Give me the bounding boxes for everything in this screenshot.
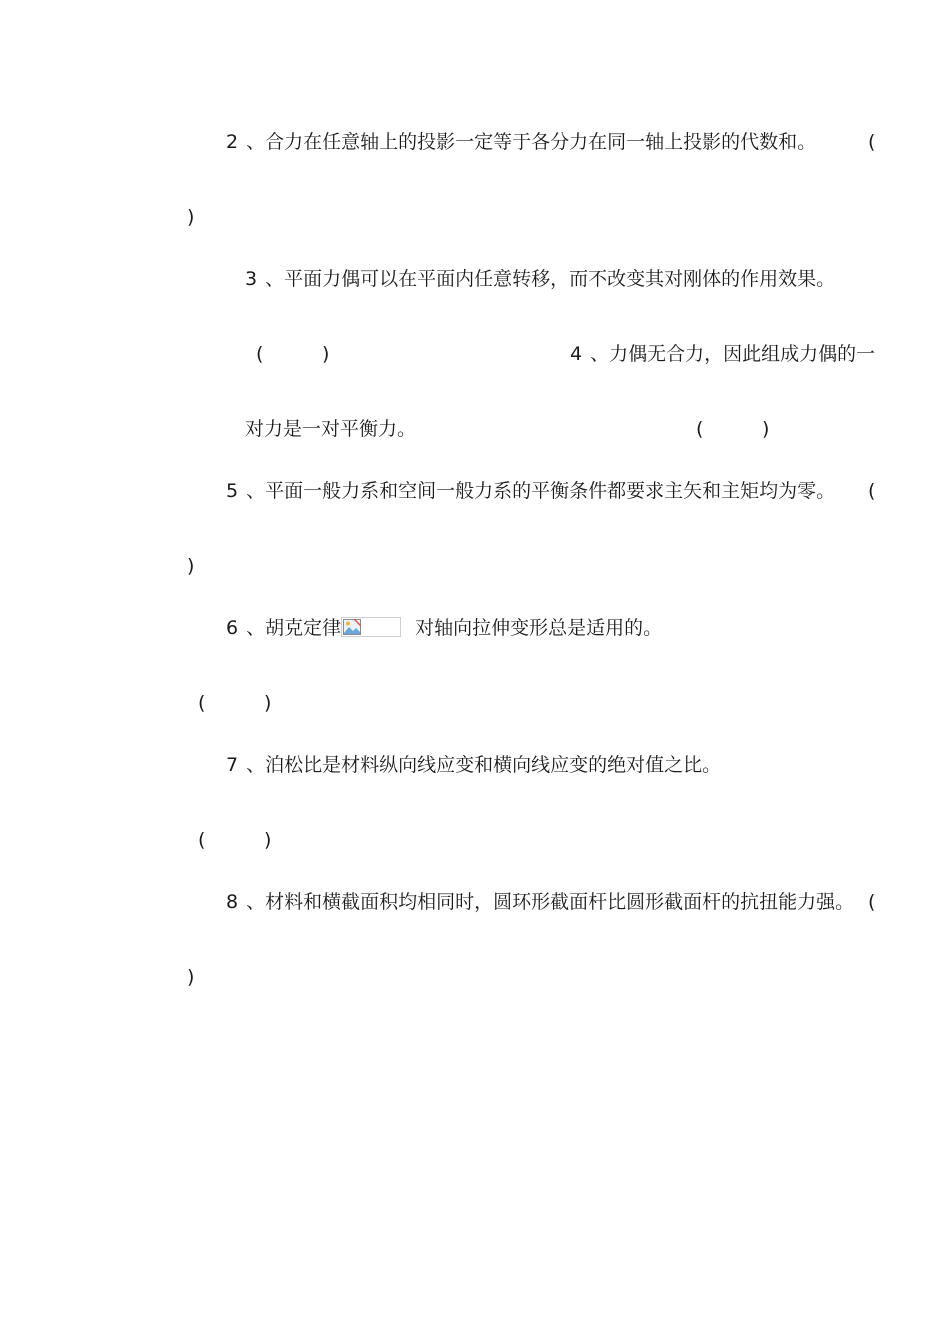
- question-6-open-paren: (: [198, 692, 206, 714]
- question-7-open-paren: (: [198, 829, 206, 851]
- question-number: 8: [226, 891, 239, 913]
- question-2-open-paren: (: [868, 131, 876, 153]
- question-text: 材料和横截面积均相同时，圆环形截面杆比圆形截面杆的抗扭能力强。: [265, 891, 855, 913]
- question-separator: 、: [246, 891, 266, 913]
- question-text: 平面一般力系和空间一般力系的平衡条件都要求主矢和主矩均为零。: [265, 480, 836, 502]
- question-6-line-1: [226, 616, 662, 640]
- question-text: 泊松比是材料纵向线应变和横向线应变的绝对值之比。: [265, 754, 722, 776]
- question-number: 7: [226, 754, 239, 776]
- question-5-close-paren: ): [187, 555, 195, 577]
- question-number: 4: [570, 343, 583, 365]
- question-5-open-paren: (: [868, 480, 876, 502]
- question-separator: 、: [246, 754, 266, 776]
- question-2-close-paren: ): [187, 206, 195, 228]
- broken-image-icon: [343, 619, 361, 635]
- question-4-line-1: [570, 342, 875, 366]
- question-7-close-paren: ): [264, 829, 272, 851]
- question-number: 3: [245, 268, 258, 290]
- question-8-open-paren: (: [868, 891, 876, 913]
- question-separator: 、: [265, 268, 285, 290]
- question-3-close-paren: ): [322, 343, 330, 365]
- question-8-close-paren: ): [187, 966, 195, 988]
- question-3-line-1: [245, 267, 835, 291]
- question-7-line-1: [226, 753, 721, 777]
- question-text: 力偶无合力，因此组成力偶的一: [609, 343, 876, 365]
- question-6-close-paren: ): [264, 692, 272, 714]
- question-text: 胡克定律: [265, 617, 342, 639]
- formula-image-placeholder: [341, 617, 401, 637]
- question-4-close-paren: ): [762, 418, 770, 440]
- question-2-line-1: [226, 130, 816, 154]
- question-3-open-paren: (: [256, 343, 264, 365]
- question-separator: 、: [590, 343, 610, 365]
- question-separator: 、: [246, 131, 266, 153]
- question-4-open-paren: (: [696, 418, 704, 440]
- question-4-line-2: 对力是一对平衡力。: [245, 418, 417, 440]
- question-separator: 、: [246, 617, 266, 639]
- question-text: 平面力偶可以在平面内任意转移，而不改变其对刚体的作用效果。: [284, 268, 836, 290]
- question-text-continued: 对轴向拉伸变形总是适用的。: [415, 617, 663, 639]
- question-8-line-1: [226, 890, 854, 914]
- question-number: 2: [226, 131, 239, 153]
- question-number: 6: [226, 617, 239, 639]
- question-separator: 、: [246, 480, 266, 502]
- question-5-line-1: [226, 479, 835, 503]
- question-number: 5: [226, 480, 239, 502]
- question-text: 合力在任意轴上的投影一定等于各分力在同一轴上投影的代数和。: [265, 131, 817, 153]
